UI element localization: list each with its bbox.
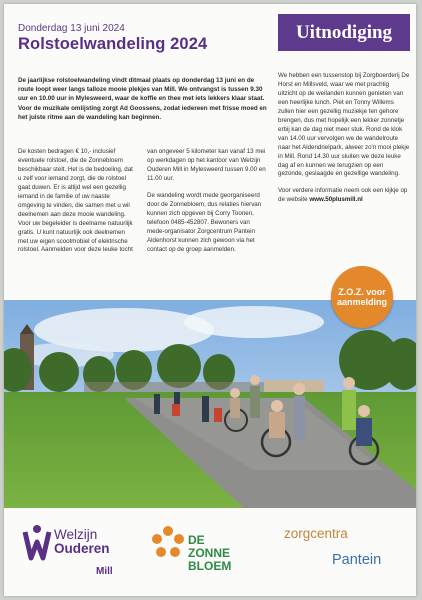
registration-paragraph: van ongeveer 5 kilometer kan vanaf 13 mei op werkdagen op het kantoor van Welzijn Ouderen Mill in Mylesweerd tussen 9.00 en 11.00 uur. xyxy=(147,148,266,182)
welzijn-line2: Ouderen xyxy=(54,541,110,556)
invitation-banner: Uitnodiging xyxy=(278,14,410,51)
page-title: Rolstoelwandeling 2024 xyxy=(18,35,208,53)
website-link[interactable]: www.50plusmill.nl xyxy=(309,196,363,204)
zonnebloem-logo xyxy=(150,524,232,573)
column-costs xyxy=(18,148,136,263)
column-registration xyxy=(147,148,267,262)
programme-paragraph: We hebben een tussenstop bij Zorgboerderij De Horst en Millsveld, waar we met prachtig uitzicht op de weilanden kunnen genieten van een heerlijke lunch. Piet en Tonny Willems zullen hier een gezellig muziekje ten gehore brengen, dus met hopelijk een lekker zonnetje erbij kan de dag niet meer stuk. Rond de klok van 14.00 uur vervolgen we de wandelroute naar het Aldendrielpark, alweer zo'n mooi plekje in Mill. Rond 14.30 uur sluiten we deze leuke dag af en kunnen we terugzien op een gezonde, geslaagde en gezellige wandeling. xyxy=(278,72,410,178)
costs-paragraph: De kosten bedragen € 10,- inclusief eventuele rolstoel, die de Zonnebloem beschikbaar stelt. Het is de bedoeling, dat u zelf voor iemand zorgt, die de rolstoel gaat duwen. Er is altijd wel een gezellig iemand in de familie of uw naaste omgeving te vinden, die samen met u wil deelnemen aan deze mooie wandeling. Voor uw begeleider is deelname natuurlijk gratis. U kunt natuurlijk ook deelnemen met uw eigen scootmobiel of elektrische rolstoel. Aanmelden voor deze leuke tocht xyxy=(18,148,133,254)
welzijn-w-icon xyxy=(22,524,52,562)
wheelchair-walk-photo xyxy=(4,300,416,508)
sponsor-logos xyxy=(4,510,416,596)
zonnebloem-line2: ZONNE xyxy=(188,546,230,560)
pantein-line2: Pantein xyxy=(332,552,382,568)
welzijn-line3: Mill xyxy=(96,566,113,577)
sunflower-icon xyxy=(150,524,186,564)
info-paragraph xyxy=(278,187,410,205)
pantein-line1: zorgcentra xyxy=(284,526,348,541)
welzijn-ouderen-mill-logo xyxy=(22,524,113,577)
event-date: Donderdag 13 juni 2024 xyxy=(18,23,125,34)
welzijn-line1: Welzijn xyxy=(54,527,98,542)
flyer-page xyxy=(4,4,416,596)
group-photo xyxy=(4,300,416,508)
zonnebloem-line3: BLOEM xyxy=(188,559,232,573)
organisation-paragraph: De wandeling wordt mede georganiseerd door de Zonnebloem, dus relaties hiervan kunnen zich opgeven bij Corry Toonen, telefoon 0485-452807. Bewoners van mede-organisator Zorgcentrum Pantein Aldenhorst kunnen zich gewoon via het contact op de groep aanmelden. xyxy=(147,191,262,253)
zonnebloem-line1: DE xyxy=(188,533,205,547)
info-text: Voor verdere informatie neem ook een kijkje op de website xyxy=(278,187,408,204)
column-programme xyxy=(278,72,410,205)
intro-paragraph: De jaarlijkse rolstoelwandeling vindt ditmaal plaats op donderdag 13 juni en de route loopt weer langs talloze mooie plekjes van Mill. We ontvangst is tussen 9.30 uur en 10.00 uur in Mylesweerd, waar de koffie en thee met iets lekkers klaar staat. Voor de muzikale omlijsting zorgt Ad Goossens, zodat iedereen met frisse moed en het juiste ritme aan de wandeling kan beginnen. xyxy=(18,77,267,121)
zoz-badge: Z.O.Z. voor aanmelding xyxy=(331,266,393,328)
